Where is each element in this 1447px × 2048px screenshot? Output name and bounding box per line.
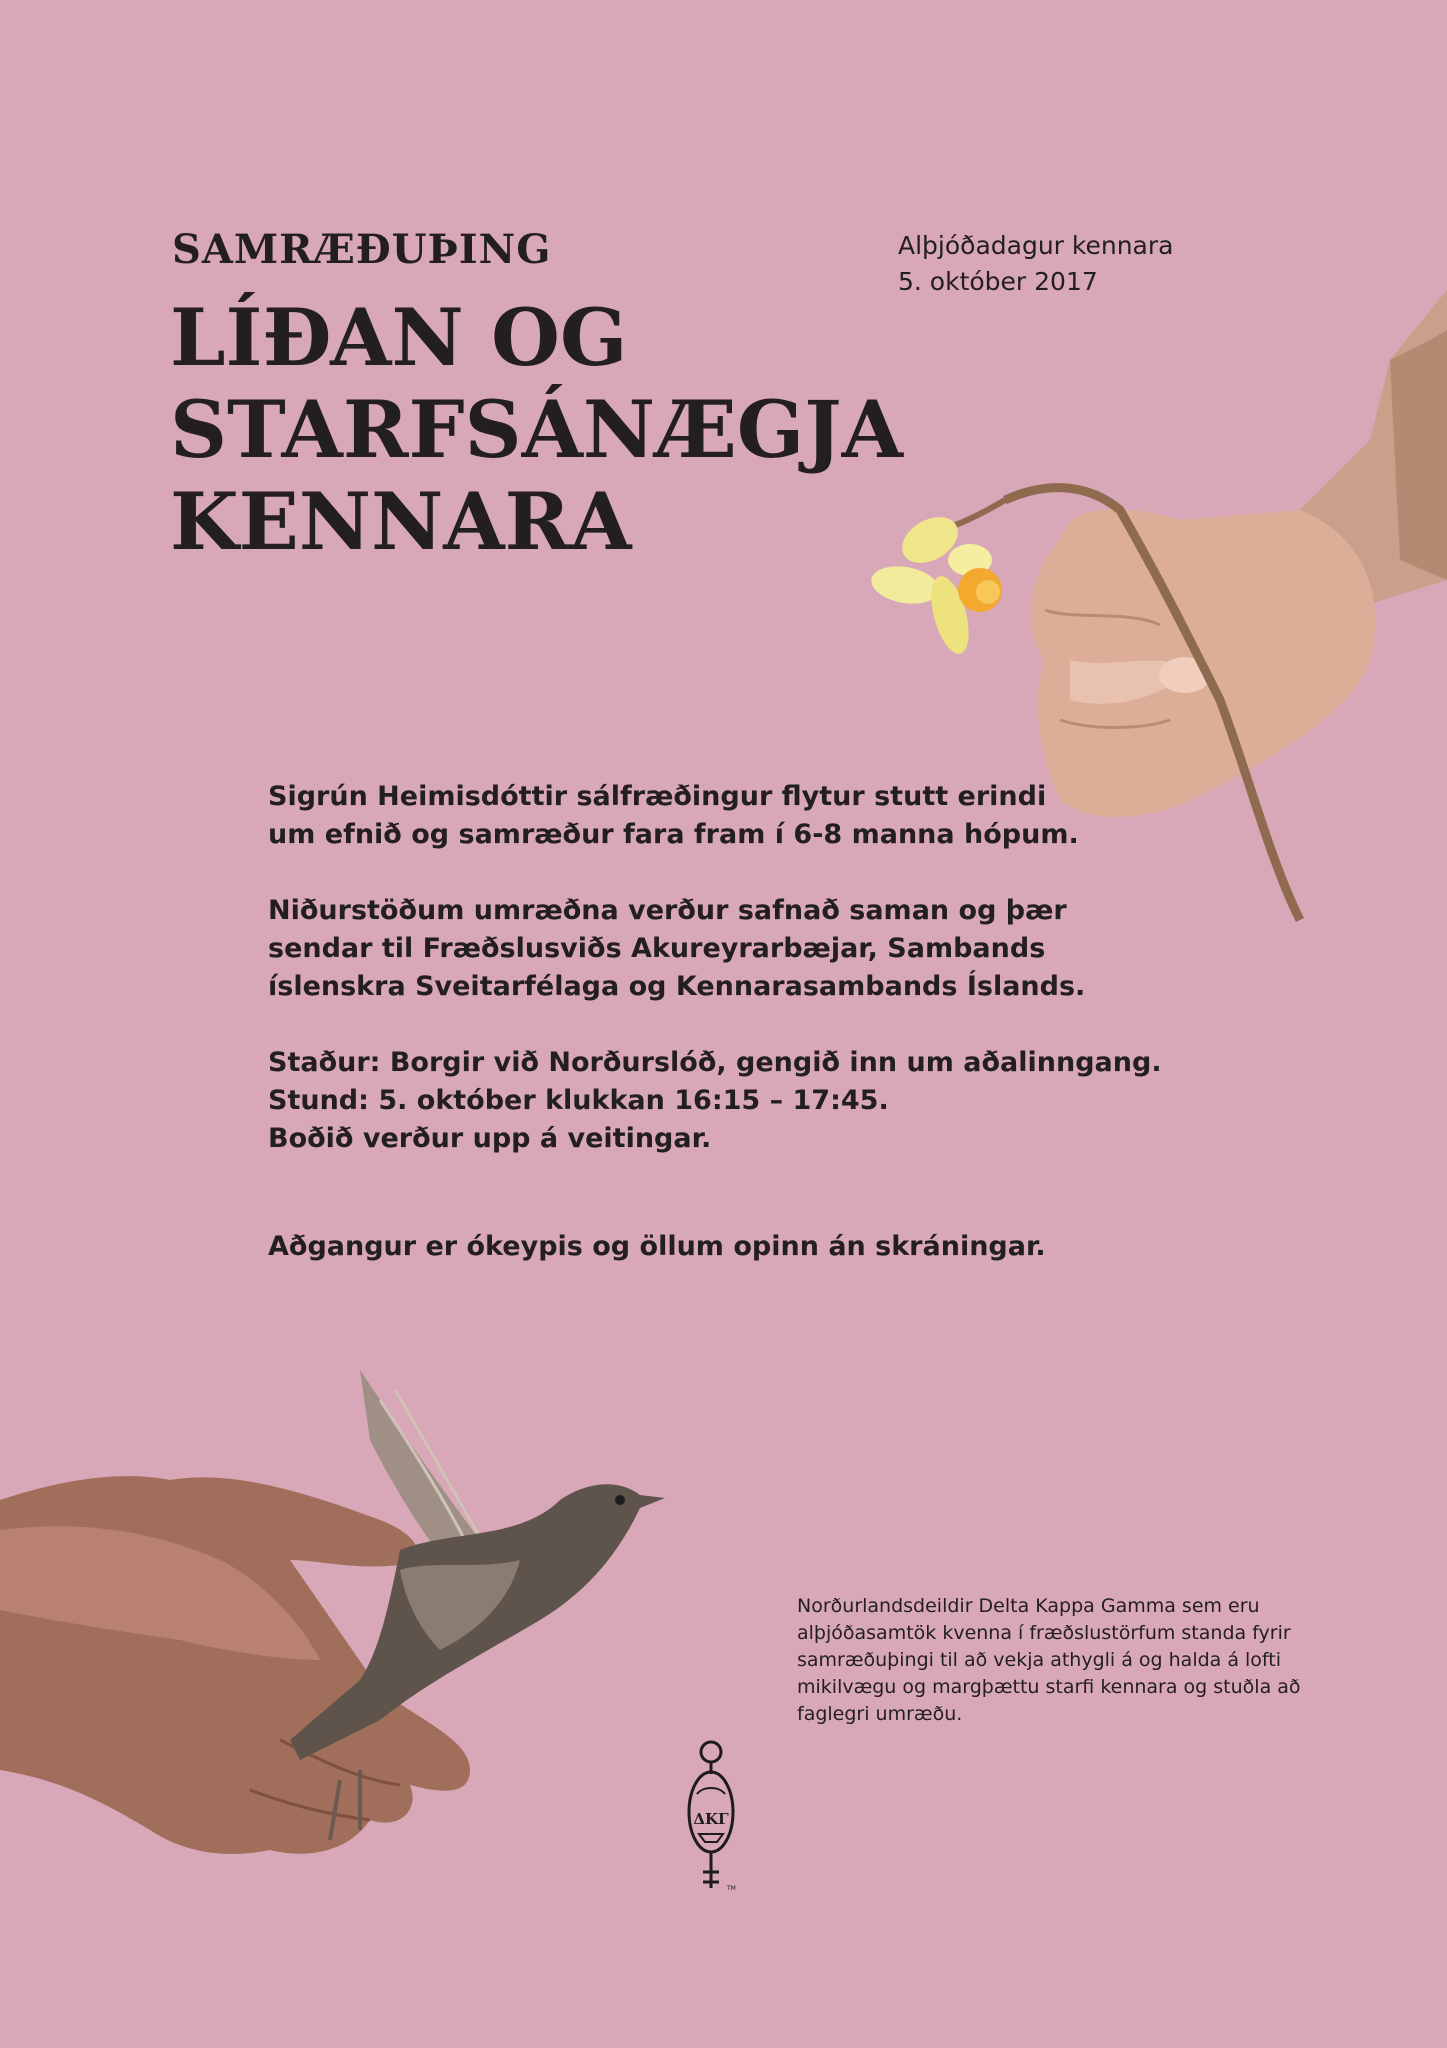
event-description (268, 778, 1168, 1196)
text-line: faglegri umræðu. (797, 1703, 963, 1725)
time-line: Stund: 5. október klukkan 16:15 – 17:45. (268, 1085, 889, 1116)
text-line: sendar til Fræðslusviðs Akureyrarbæjar, Sambands (268, 933, 1046, 964)
text-line: Niðurstöðum umræðna verður safnað saman og þær (268, 895, 1067, 926)
refreshments-line: Boðið verður upp á veitingar. (268, 1123, 712, 1154)
trademark-mark: TM (727, 1885, 736, 1892)
event-title (170, 292, 930, 568)
paragraph-speaker (268, 778, 1168, 854)
text-line: samræðuþingi til að vekja athygli á og halda á lofti (797, 1649, 1282, 1671)
dkg-key-emblem-icon (683, 1738, 747, 1898)
free-admission-note: Aðgangur er ókeypis og öllum opinn án skráningar. (268, 1231, 1046, 1262)
hand-with-bird-image (0, 1360, 680, 1880)
text-line: mikilvægu og margþættu starfi kennara og stuðla að (797, 1676, 1301, 1698)
text-line: alþjóðasamtök kvenna í fræðslustörfum standa fyrir (797, 1622, 1291, 1644)
emblem-letters: ΔΚΓ (693, 1810, 729, 1828)
paragraph-venue-time (268, 1044, 1168, 1158)
event-date: 5. október 2017 (898, 267, 1098, 296)
text-line: Sigrún Heimisdóttir sálfræðingur flytur stutt erindi (268, 781, 1047, 812)
text-line: um efnið og samræður fara fram í 6-8 manna hópum. (268, 819, 1079, 850)
title-line: LÍÐAN OG (170, 291, 628, 384)
organizer-note (797, 1593, 1357, 1728)
title-line: STARFSÁNÆGJA (170, 383, 903, 476)
text-line: Norðurlandsdeildir Delta Kappa Gamma sem eru (797, 1595, 1260, 1617)
event-kicker: SAMRÆÐUÞING (172, 226, 552, 273)
text-line: íslenskra Sveitarfélaga og Kennarasambands Íslands. (268, 971, 1086, 1002)
venue-line: Staður: Borgir við Norðurslóð, gengið inn um aðalinngang. (268, 1047, 1162, 1078)
title-line: KENNARA (170, 475, 632, 568)
occasion-label: Alþjóðadagur kennara (898, 231, 1174, 260)
paragraph-results (268, 892, 1168, 1006)
